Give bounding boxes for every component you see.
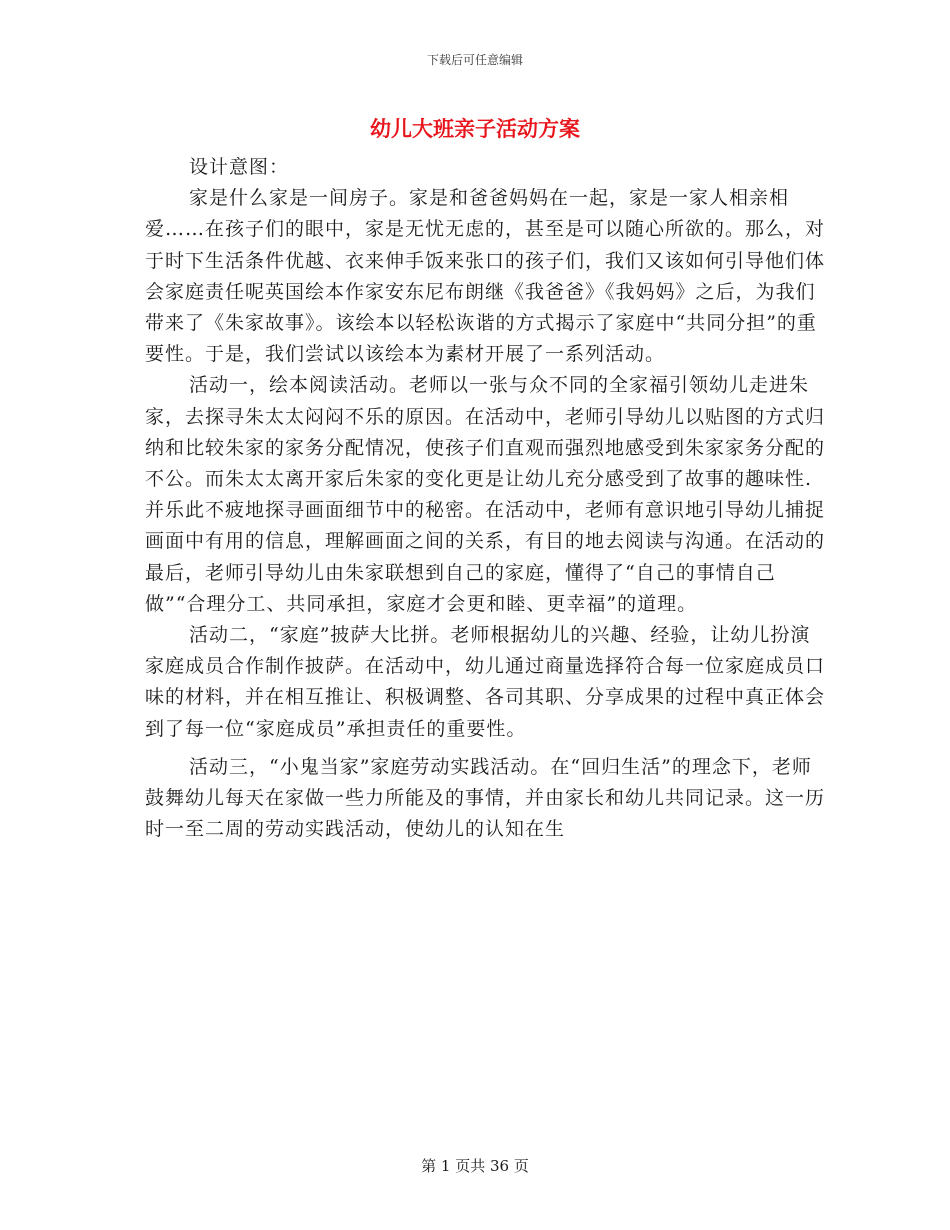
page-header: 下载后可任意编辑 xyxy=(426,53,523,67)
paragraph-activity-one: 活动一，绘本阅读活动。老师以一张与众不同的全家福引领幼儿走进朱家，去探寻朱太太闷闷不乐的原因。在活动中，老师引导幼儿以贴图的方式归纳和比较朱家的家务分配情况，使孩子们直观而强烈地感受到朱家家务分配的不公。而朱太太离开家后朱家的变化更是让幼儿充分感受到了故事的趣味性.并乐此不疲地探寻画面细节中的秘密。在活动中，老师有意识地引导幼儿捕捉画面中有用的信息，理解画面之间的关系，有目的地去阅读与沟通。在活动的最后，老师引导幼儿由朱家联想到自己的家庭，懂得了“自己的事情自己做”“合理分工、共同承担，家庭才会更和睦、更幸福”的道理。 xyxy=(145,374,826,615)
page-number-footer: 第 1 页共 36 页 xyxy=(421,1157,529,1175)
document-title: 幼儿大班亲子活动方案 xyxy=(370,116,580,141)
document-body xyxy=(145,152,825,845)
paragraph-intro: 家是什么家是一间房子。家是和爸爸妈妈在一起，家是一家人相亲相爱……在孩子们的眼中，家是无忧无虑的，甚至是可以随心所欲的。那么，对于时下生活条件优越、衣来伸手饭来张口的孩子们，我们又该如何引导他们体会家庭责任呢英国绘本作家安东尼布朗继《我爸爸》《我妈妈》之后，为我们带来了《朱家故事》。该绘本以轻松诙谐的方式揭示了家庭中“共同分担”的重要性。于是，我们尝试以该绘本为素材开展了一系列活动。 xyxy=(145,187,826,366)
paragraph-activity-three: 活动三，“小鬼当家”家庭劳动实践活动。在“回归生活”的理念下，老师鼓舞幼儿每天在家做一些力所能及的事情，并由家长和幼儿共同记录。这一历时一至二周的劳动实践活动，使幼儿的认知在生 xyxy=(145,755,826,841)
paragraph-activity-two: 活动二，“家庭”披萨大比拼。老师根据幼儿的兴趣、经验，让幼儿扮演家庭成员合作制作披萨。在活动中，幼儿通过商量选择符合每一位家庭成员口味的材料，并在相互推让、积极调整、各司其职、分享成果的过程中真正体会到了每一位“家庭成员”承担责任的重要性。 xyxy=(145,624,826,740)
paragraph-design-intent-heading: 设计意图： xyxy=(189,156,290,178)
